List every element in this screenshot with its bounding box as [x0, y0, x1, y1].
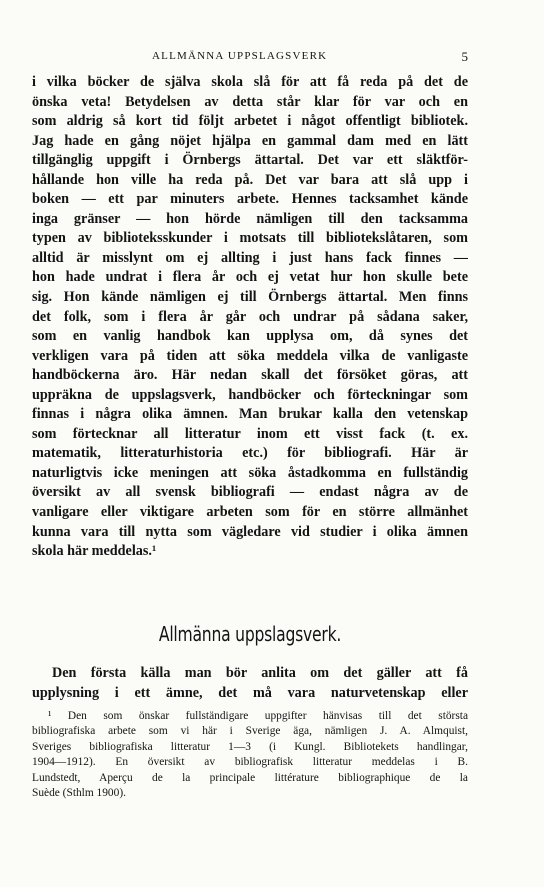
text-line: handböckerna äro. Här nedan skall det försöket göras, att	[32, 367, 468, 384]
text-line: finnas i några olika ämnen. Man brukar kalla den vetenskap	[32, 406, 468, 423]
text-line: alltid är misslynt om ej allting i just hans fack finnes —	[32, 249, 468, 266]
text-line: sig. Hon kände nämligen ej till Örnbergs ättartal. Men finns	[32, 289, 468, 306]
footnote-line: 1904—1912). En översikt av bibliografisk litteratur meddelas i B.	[32, 756, 468, 769]
paragraph-2	[32, 664, 468, 703]
running-head-title: ALLMÄNNA UPPSLAGSVERK	[152, 50, 328, 62]
text-line: Jag hade en gång nöjet hjälpa en gammal dam med en lätt	[32, 132, 468, 149]
text-line: naturligtvis icke meningen att söka åstadkomma en fullständig	[32, 464, 468, 481]
text-line: upplysning i ett ämne, det må vara naturvetenskap eller	[32, 684, 468, 701]
text-line: som förtecknar all litteratur inom ett visst fack (t. ex.	[32, 425, 468, 442]
text-line: typen av biblioteksskunder i motsats till bibliotekslåtaren, som	[32, 230, 468, 247]
text-line: matematik, litteraturhistoria etc.) för bibliografi. Här är	[32, 445, 468, 462]
text-line: hållande hon ville ha reda på. Det var bara att slå upp i	[32, 171, 468, 188]
text-line: uppräkna de uppslagsverk, handböcker och förteckningar som	[32, 386, 468, 403]
footnote-line: Lundstedt, Aperçu de la principale littérature bibliographique de la	[32, 771, 468, 784]
text-line: Den första källa man bör anlita om det gäller att få	[52, 665, 468, 681]
page-number: 5	[461, 49, 468, 64]
text-line: översikt av all svensk bibliografi — endast några av de	[32, 484, 468, 501]
text-line: verkligen vara på tiden att söka meddela vilka de vanligaste	[32, 347, 468, 364]
text-line: hon hade undrat i flera år och ej vetat hur hon skulle bete	[32, 269, 468, 286]
text-line: boken — ett par minuters arbete. Hennes tacksamhet kände	[32, 191, 468, 208]
text-line: inga gränser — hon hörde nämligen till den tacksamma	[32, 210, 468, 227]
text-line: i vilka böcker de själva skola slå för att få reda på det de	[32, 74, 468, 90]
text-line: tillgänglig uppgift i Örnbergs ättartal. Det var ett släktför-	[32, 152, 468, 169]
text-line: önska veta! Betydelsen av detta står klar för var och en	[32, 93, 468, 110]
text-line: det folk, som i flera år går och undrar på sådana saker,	[32, 308, 468, 325]
running-head	[32, 50, 468, 66]
footnote	[32, 709, 468, 801]
footnote-line: bibliografiska arbete som vi här i Sverige äga, nämligen J. A. Almquist,	[32, 725, 468, 738]
footnote-line: ¹ Den som önskar fullständigare uppgifter hänvisas till det största	[48, 710, 468, 722]
text-line: kunna vara till nytta som vägledare vid studier i olika ämnen	[32, 523, 468, 540]
text-line: som en vanlig handbok kan upplysa om, då synes det	[32, 328, 468, 345]
text-line: vanligare eller viktigare arbeten som för en större allmänhet	[32, 504, 468, 521]
text-line: skola här meddelas.¹	[32, 543, 157, 560]
section-heading: Allmänna uppslagsverk.	[158, 622, 342, 646]
footnote-line: Sveriges bibliografiska litteratur 1—3 (i Kungl. Bibliotekets handlingar,	[32, 740, 468, 753]
paragraph-1	[32, 73, 468, 562]
text-line: som aldrig så kort tid följt arbetet i något offentligt bibliotek.	[32, 113, 468, 130]
footnote-line: Suède (Sthlm 1900).	[32, 786, 126, 799]
